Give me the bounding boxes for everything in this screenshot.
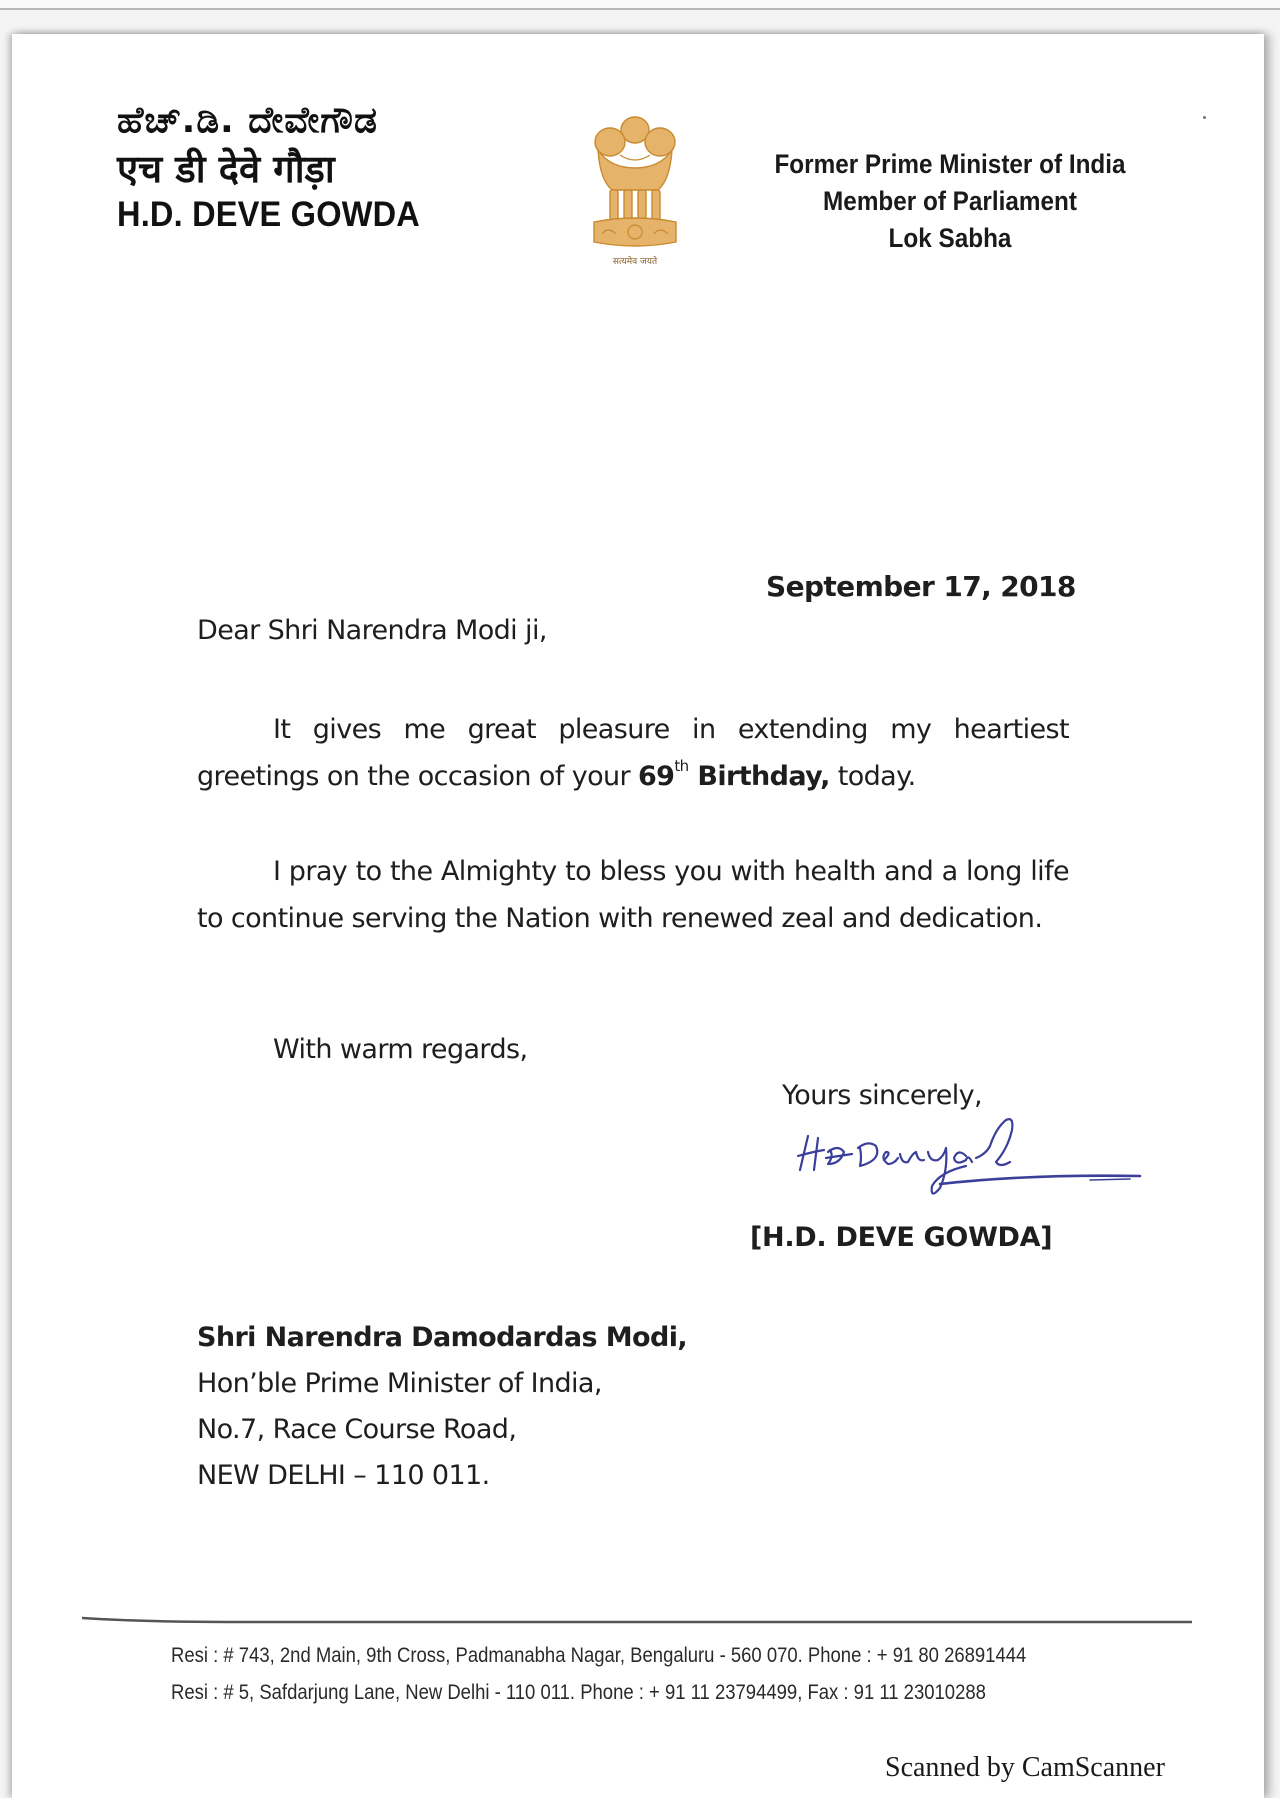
paragraph-greeting-text: It gives me great pleasure in extending my heartiest greetings on the occasion of your — [197, 714, 1069, 792]
footer-divider — [82, 1616, 1192, 1624]
name-english: H.D. DEVE GOWDA — [117, 195, 420, 234]
recipient-street: No.7, Race Course Road, — [197, 1414, 517, 1445]
paragraph-greeting — [197, 706, 1069, 800]
ordinal-suffix: th — [674, 757, 689, 775]
emblem-abacus — [594, 218, 676, 246]
sign-off: Yours sincerely, — [782, 1080, 983, 1111]
name-hindi: एच डी देवे गौड़ा — [117, 147, 335, 191]
scan-speck — [1203, 116, 1206, 119]
footer-address-bengaluru: Resi : # 743, 2nd Main, 9th Cross, Padmanabha Nagar, Bengaluru - 560 070. Phone : + 91 80 26891444 — [171, 1644, 1027, 1667]
emblem-motto: सत्यमेव जयते — [612, 257, 658, 267]
paragraph-greeting-end: today. — [829, 761, 916, 792]
letterhead-names — [117, 98, 443, 236]
recipient-address — [197, 1315, 687, 1499]
paragraph-prayer — [197, 848, 1069, 942]
name-kannada: ಹೆಚ್.ಡಿ. ದೇವೇಗೌಡ — [117, 100, 378, 141]
handwritten-signature — [790, 1108, 1150, 1198]
salutation: Dear Shri Narendra Modi ji, — [197, 615, 547, 646]
signed-name: [H.D. DEVE GOWDA] — [750, 1222, 1053, 1253]
closing-regards: With warm regards, — [273, 1034, 528, 1065]
scanner-watermark: Scanned by CamScanner — [885, 1752, 1165, 1783]
title-former-pm: Former Prime Minister of India — [774, 149, 1126, 179]
recipient-name: Shri Narendra Damodardas Modi, — [197, 1322, 688, 1353]
national-emblem-icon — [580, 110, 690, 270]
paragraph-prayer-text: I pray to the Almighty to bless you with health and a long life to continue serving the Nation with renewed zeal and dedication. — [197, 856, 1069, 934]
letterhead-titles — [740, 146, 1160, 257]
recipient-title: Hon’ble Prime Minister of India, — [197, 1368, 602, 1399]
title-lok-sabha: Lok Sabha — [888, 223, 1012, 253]
birthday-word: Birthday, — [688, 761, 830, 792]
recipient-city: NEW DELHI – 110 011. — [197, 1460, 490, 1491]
footer-address-delhi: Resi : # 5, Safdarjung Lane, New Delhi - 110 011. Phone : + 91 11 23794499, Fax : 91 11 23010288 — [171, 1681, 986, 1704]
title-mp: Member of Parliament — [823, 186, 1077, 216]
letter-date: September 17, 2018 — [766, 570, 1076, 603]
birthday-number: 69 — [638, 761, 675, 792]
scanner-top-edge — [0, 0, 1280, 10]
footer-addresses — [171, 1637, 1026, 1711]
